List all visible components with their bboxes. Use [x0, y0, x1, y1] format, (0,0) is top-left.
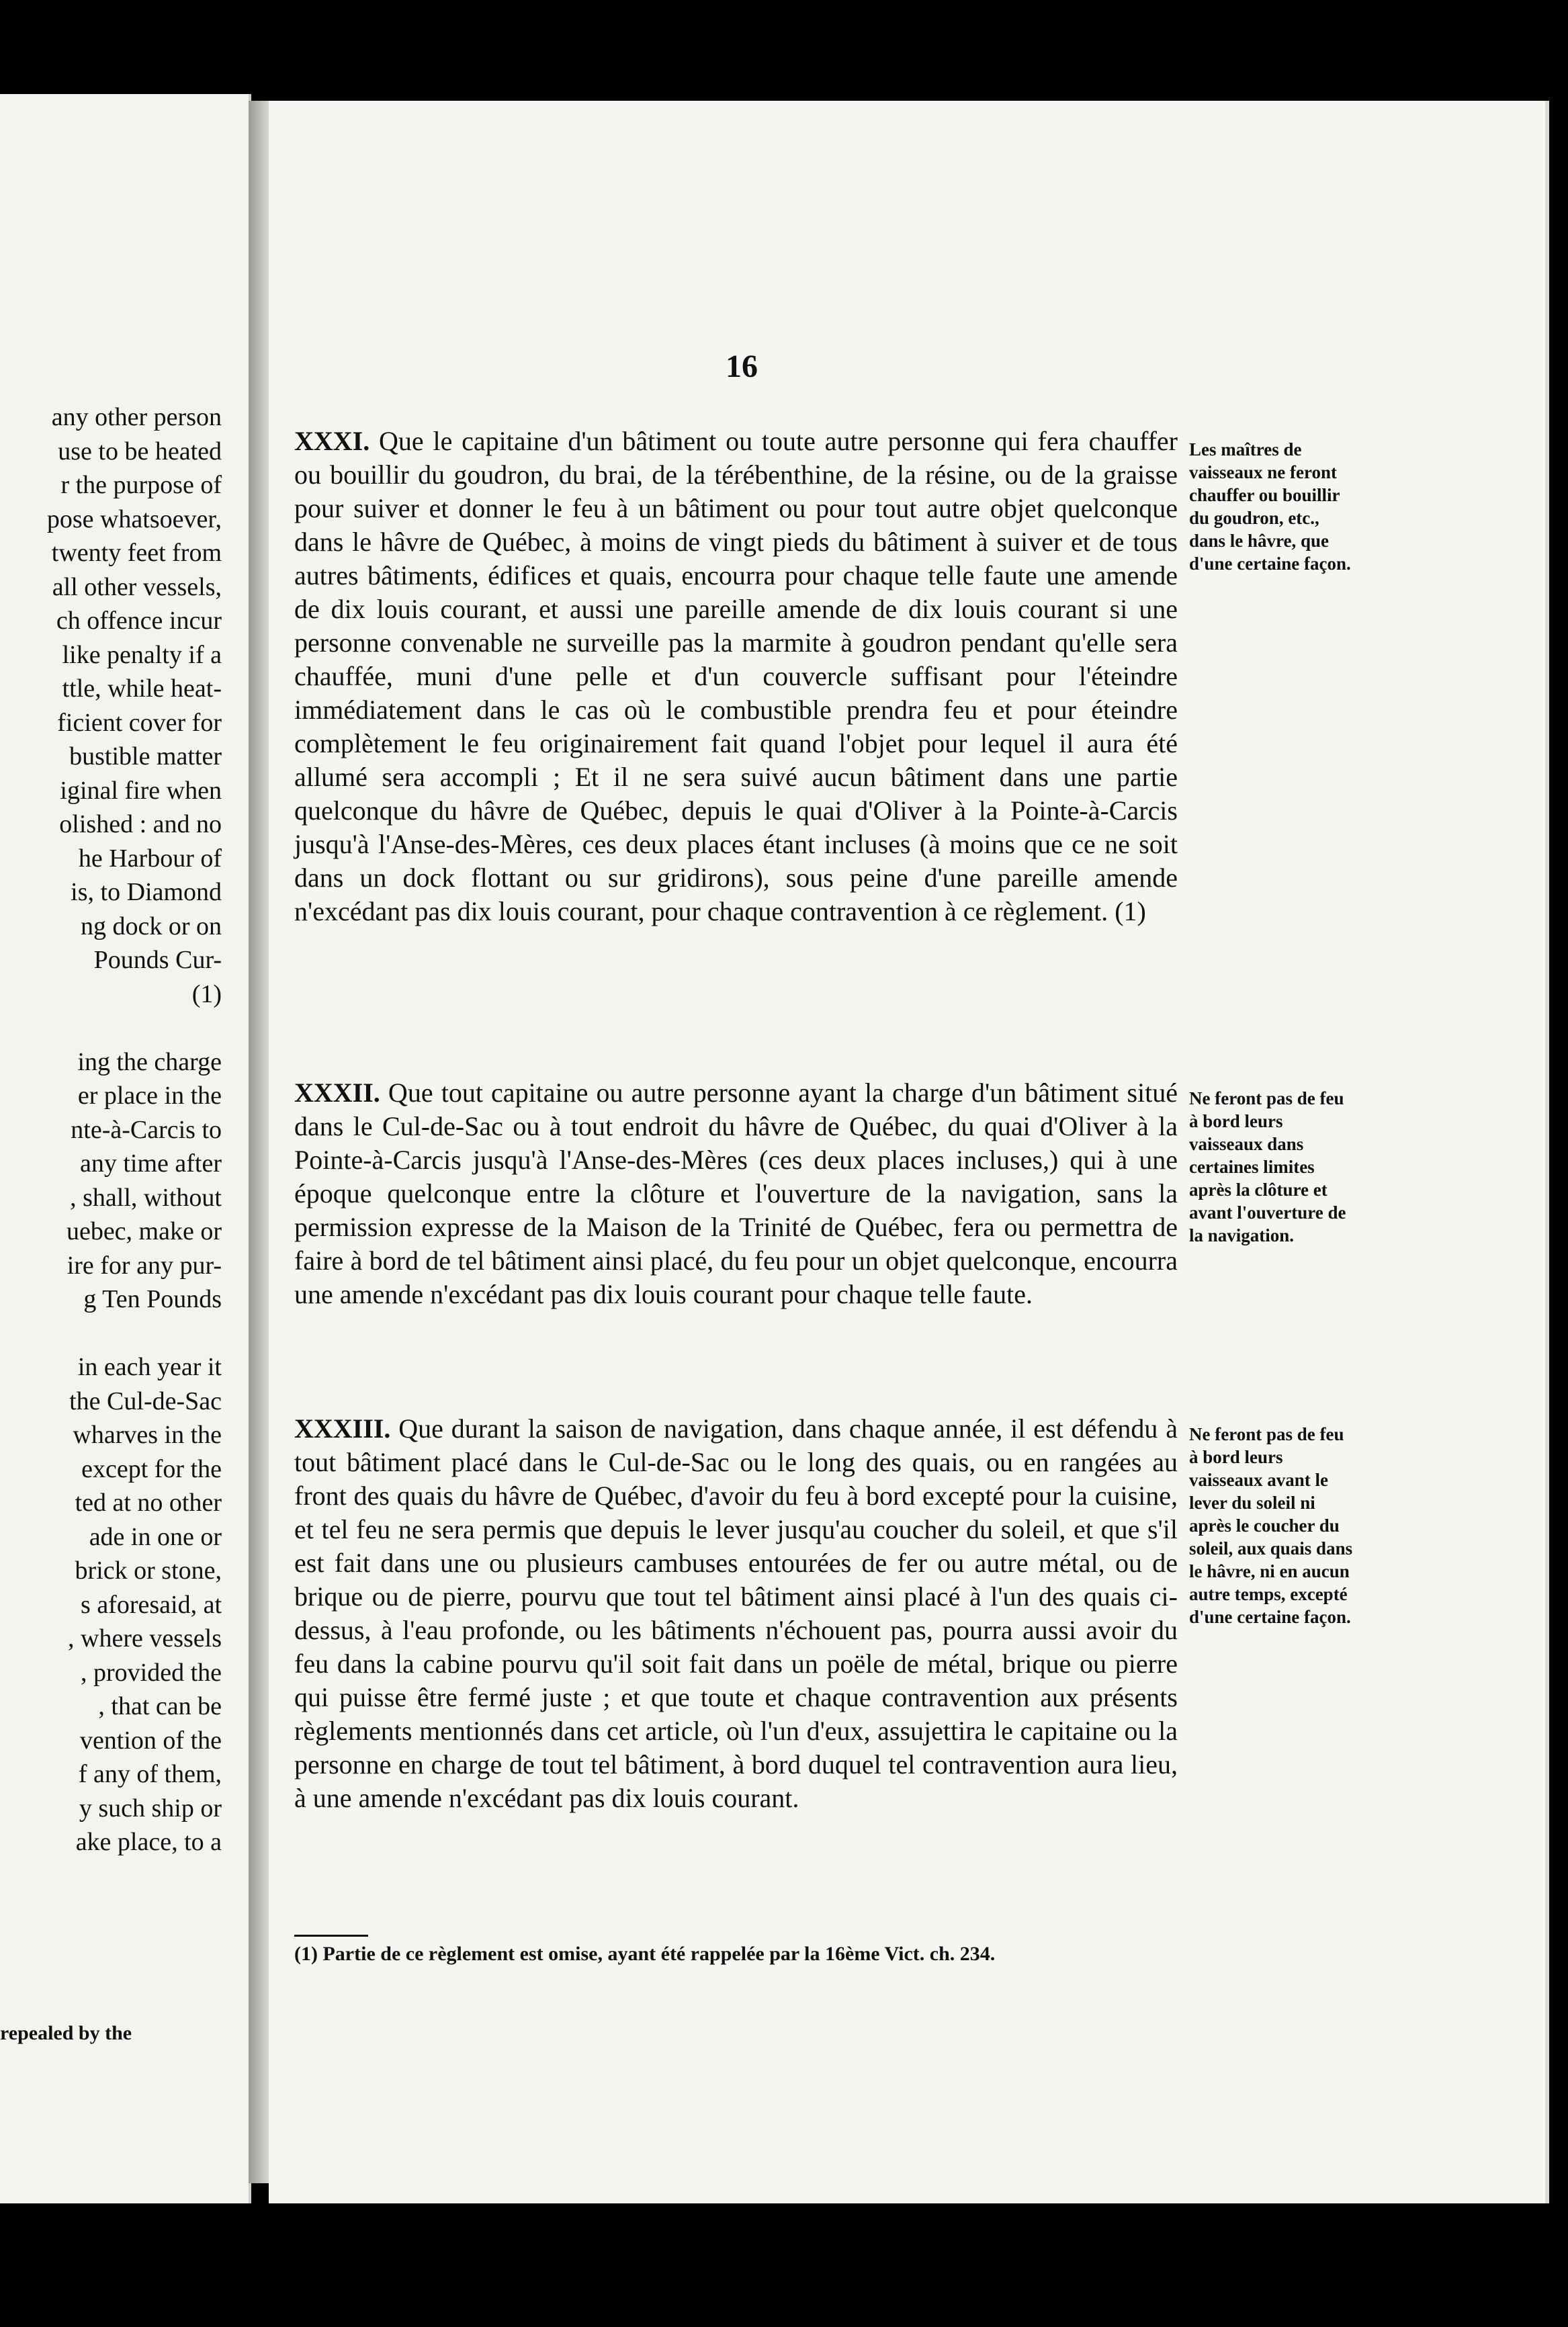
left-page-line: Pounds Cur-: [93, 946, 222, 974]
left-page-line: like penalty if a: [62, 640, 222, 669]
left-page-line: uebec, make or: [66, 1217, 222, 1245]
page-number: 16: [726, 349, 758, 384]
left-page: [0, 94, 251, 2203]
left-page-line: except for the: [81, 1454, 222, 1483]
left-page-line: any other person: [51, 403, 222, 431]
section-text: Que tout capitaine ou autre personne ayant la charge d'un bâtiment situé dans le Cul-de-Sac ou à tout endroit du hâvre de Québec, du quai d'Oliver à la Pointe-à-Carcis jusqu'à l'Anse-des-Mères (ces deux places incluses,) qui à une époque quelconque entre la clôture et l'ouverture de la navigation, sans la permission expresse de la Maison de la Trinité de Québec, fera ou permettra de faire à bord de tel bâtiment ainsi placé, du feu pour un objet quelconque, encourra une amende n'excédant pas dix louis courant pour chaque telle faute.: [294, 1078, 1178, 1309]
section-xxxii: [294, 1076, 1178, 1311]
left-page-line: g Ten Pounds: [83, 1285, 222, 1313]
left-page-line: , where vessels: [68, 1624, 222, 1653]
left-page-line: bustible matter: [69, 742, 222, 771]
left-page-line: he Harbour of: [78, 844, 222, 873]
left-page-line: , provided the: [80, 1658, 222, 1687]
section-number: XXXIII.: [294, 1413, 391, 1444]
section-number: XXXII.: [294, 1078, 380, 1108]
left-page-line: ch offence incur: [56, 607, 222, 635]
left-page-line: ttle, while heat-: [62, 674, 222, 703]
left-page-line: the Cul-de-Sac: [69, 1387, 222, 1415]
left-page-line: brick or stone,: [75, 1556, 222, 1585]
left-page-line: vention of the: [79, 1726, 222, 1755]
section-number: XXXI.: [294, 426, 370, 456]
left-page-line: ficient cover for: [57, 708, 222, 737]
left-page-line: ing the charge: [77, 1047, 222, 1076]
left-page-line: y such ship or: [79, 1794, 222, 1823]
left-page-line: ted at no other: [75, 1489, 222, 1517]
left-page-line: ake place, to a: [75, 1828, 222, 1856]
footnote-rule: [294, 1935, 368, 1937]
left-page-line: any time after: [79, 1149, 222, 1178]
left-page-line: (1): [191, 979, 222, 1008]
left-page-line: use to be heated: [58, 437, 222, 466]
left-page-line: ire for any pur-: [67, 1251, 222, 1280]
left-page-line: , that can be: [98, 1692, 222, 1720]
left-page-line: wharves in the: [73, 1421, 222, 1449]
section-xxxi: [294, 425, 1178, 928]
left-page-footnote: repealed by the: [0, 2022, 132, 2044]
left-page-line: ade in one or: [89, 1522, 222, 1551]
section-text: Que durant la saison de navigation, dans chaque année, il est défendu à tout bâtiment placé dans le Cul-de-Sac ou le long des quais, ou en rangées au front des quais du hâvre de Québec, d'avoir du feu à bord excepté pour la cuisine, et tel feu ne sera permis que depuis le lever jusqu'au coucher du soleil, et que s'il est fait dans une ou plusieurs cambuses entourées de fer ou autre métal, ou de brique ou de pierre, pourvu que tout tel bâtiment ainsi placé à l'un des quais ci-dessus, à l'eau profonde, ou les bâtiments n'échouent pas, pourra aussi avoir du feu dans la cabine pourvu qu'il soit fait dans un poële de métal, brique ou pierre qui puisse être fermé juste ; et que toute et chaque contravention aux présents règlements mentionnés dans cet article, où l'un d'eux, assujettira le capitaine ou la personne en charge de tout tel bâtiment, à bord duquel tel contravention aura lieu, à une amende n'excédant pas dix louis courant.: [294, 1413, 1178, 1813]
left-page-line: pose whatsoever,: [46, 504, 222, 533]
left-page-line: ng dock or on: [80, 912, 222, 940]
section-xxxiii: [294, 1412, 1178, 1815]
left-page-line: nte-à-Carcis to: [71, 1115, 222, 1144]
left-page-line: is, to Diamond: [71, 878, 222, 906]
left-page-line: f any of them,: [78, 1760, 222, 1788]
left-page-line: twenty feet from: [51, 539, 222, 567]
section-text: Que le capitaine d'un bâtiment ou toute autre personne qui fera chauffer ou bouillir du goudron, du brai, de la térébenthine, de la résine, ou de la graisse pour suiver et donner le feu à un bâtiment ou pour tout autre objet quelconque dans le hâvre de Québec, à moins de vingt pieds du bâtiment à suiver et de tous autres bâtiments, édifices et quais, encourra pour chaque telle faute une amende de dix louis courant, et aussi une pareille amende de dix louis courant si une personne convenable ne surveille pas la marmite à goudron pendant qu'elle sera chauffée, muni d'une pelle et d'un couvercle suffisant pour l'éteindre immédiatement dans le cas où le combustible prendra feu et pour éteindre complètement le feu originairement fait quand l'objet pour lequel il aura été allumé sera accompli ; Et il ne sera suivé aucun bâtiment dans une partie quelconque du hâvre de Québec, depuis le quai d'Oliver à la Pointe-à-Carcis jusqu'à l'Anse-des-Mères, ces deux places étant incluses (à moins que ce ne soit dans un dock flottant ou sur gridirons), sous peine d'une pareille amende n'excédant pas dix louis courant, pour chaque contravention à ce règlement. (1): [294, 426, 1178, 926]
footnote: (1) Partie de ce règlement est omise, ayant été rappelée par la 16ème Vict. ch. 234.: [294, 1943, 996, 1965]
left-page-line: all other vessels,: [52, 572, 222, 601]
margin-note-xxxiii: Ne feront pas de feu à bord leurs vaisseaux avant le lever du soleil ni après le coucher du soleil, aux quais dans le hâvre, ni en aucun autre temps, excepté d'une certaine façon.: [1189, 1424, 1353, 1627]
left-page-line: er place in the: [77, 1082, 222, 1110]
left-page-line: r the purpose of: [60, 471, 222, 499]
margin-note-xxxii: Ne feront pas de feu à bord leurs vaisseaux dans certaines limites après la clôture et avant l'ouverture de la navigation.: [1189, 1088, 1346, 1245]
left-page-line: , shall, without: [70, 1183, 222, 1212]
left-page-line: iginal fire when: [60, 776, 222, 805]
left-page-line: olished : and no: [59, 810, 222, 838]
left-page-line: in each year it: [77, 1353, 222, 1381]
book-gutter: [249, 101, 269, 2183]
left-page-line: s aforesaid, at: [81, 1590, 222, 1619]
margin-note-xxxi: Les maîtres de vaisseaux ne feront chauffer ou bouillir du goudron, etc., dans le hâvre, que d'une certaine façon.: [1189, 439, 1351, 574]
